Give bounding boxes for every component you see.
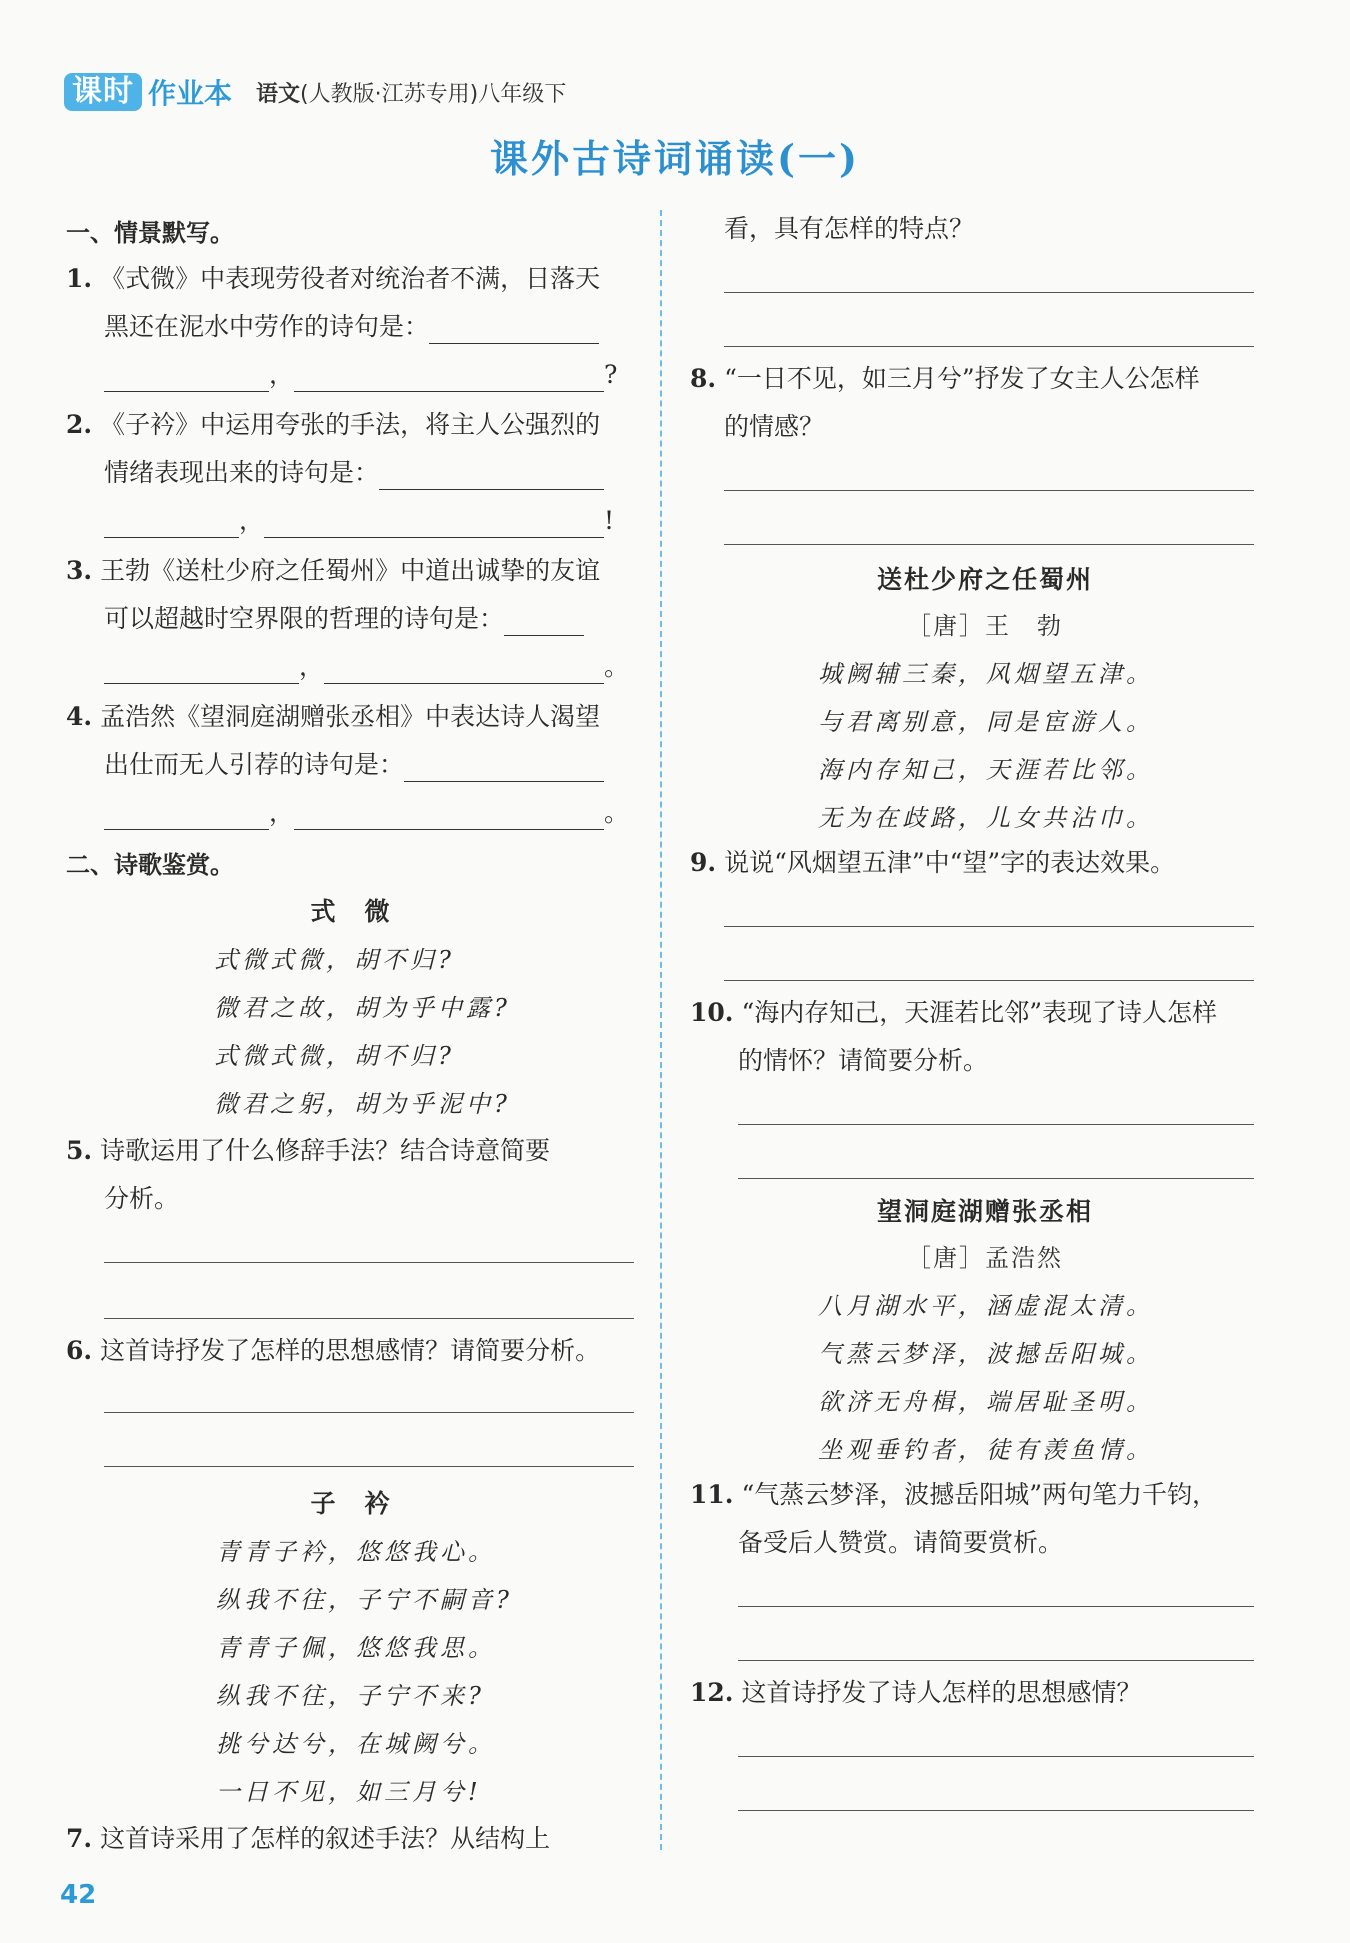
section-heading-1: 一、情景默写。 [66, 219, 234, 247]
question-number: 4. [66, 702, 93, 731]
question-9 [690, 846, 1175, 880]
question-text: 《子衿》中运用夸张的手法，将主人公强烈的 [100, 410, 601, 439]
question-number: 3. [66, 556, 93, 585]
answer-line[interactable] [738, 1606, 1254, 1607]
column-divider [660, 210, 662, 1850]
page-number: 42 [60, 1880, 97, 1910]
poem-line: 欲济无舟楫，端居耻圣明。 [818, 1388, 1154, 1416]
answer-blank[interactable] [504, 609, 584, 636]
poem-line: 八月湖水平，涵虚混太清。 [818, 1292, 1154, 1320]
answer-line[interactable] [724, 926, 1254, 927]
poem-line: 与君离别意，同是宦游人。 [818, 708, 1154, 736]
question-11-line2: 备受后人赞赏。请简要赏析。 [738, 1528, 1064, 1557]
brand-header [64, 72, 566, 112]
poem-line: 式微式微，胡不归? [214, 1042, 455, 1070]
brand-name: 作业本 [148, 77, 233, 110]
answer-line[interactable] [724, 490, 1254, 491]
answer-line[interactable] [104, 1466, 634, 1467]
question-2 [66, 408, 600, 442]
question-1 [66, 262, 600, 296]
question-5 [66, 1134, 550, 1168]
poem-line: 微君之躬，胡为乎泥中? [214, 1090, 511, 1118]
question-number: 6. [66, 1336, 93, 1365]
answer-blank[interactable] [324, 657, 604, 684]
question-text: 这首诗采用了怎样的叙述手法？从结构上 [100, 1824, 551, 1853]
poem-title: 送杜少府之任蜀州 [876, 565, 1093, 594]
poem-line: 式微式微，胡不归? [214, 946, 455, 974]
poem-author: ［唐］王 勃 [907, 612, 1063, 640]
poem-line: 气蒸云梦泽，波撼岳阳城。 [818, 1340, 1154, 1368]
poem-title: 式 微 [310, 897, 392, 926]
answer-line[interactable] [724, 292, 1254, 293]
poem-line: 坐观垂钓者，徒有羡鱼情。 [818, 1436, 1154, 1464]
answer-blank[interactable] [104, 511, 239, 538]
answer-line[interactable] [104, 1412, 634, 1413]
question-number: 7. [66, 1824, 93, 1853]
question-text: 说说“风烟望五津”中“望”字的表达效果。 [724, 848, 1176, 877]
question-12 [690, 1676, 1141, 1710]
answer-blank[interactable] [294, 803, 604, 830]
question-text: 王勃《送杜少府之任蜀州》中道出诚挚的友谊 [100, 556, 601, 585]
question-8-line2: 的情感？ [724, 412, 825, 441]
question-1-line2 [104, 310, 599, 344]
question-number: 5. [66, 1136, 93, 1165]
poem-line: 海内存知己，天涯若比邻。 [818, 756, 1154, 784]
poem-author: ［唐］孟浩然 [907, 1244, 1063, 1272]
separator: ， [299, 652, 325, 681]
question-7-line2: 看，具有怎样的特点？ [724, 214, 975, 243]
answer-blank[interactable] [429, 317, 599, 344]
separator: ， [239, 506, 265, 535]
answer-line[interactable] [724, 346, 1254, 347]
answer-blank[interactable] [264, 511, 604, 538]
brand-logo: 课时 [64, 73, 142, 111]
question-text: 黑还在泥水中劳作的诗句是： [104, 312, 430, 341]
question-text: 出仕而无人引荐的诗句是： [104, 750, 405, 779]
answer-blank[interactable] [104, 803, 269, 830]
answer-line[interactable] [738, 1810, 1254, 1811]
question-number: 8. [690, 364, 717, 393]
separator: ， [269, 798, 295, 827]
question-7 [66, 1822, 550, 1856]
question-text: 可以超越时空界限的哲理的诗句是： [104, 604, 505, 633]
answer-line[interactable] [724, 544, 1254, 545]
poem-line: 青青子佩，悠悠我思。 [216, 1634, 496, 1662]
question-text: 《式微》中表现劳役者对统治者不满，日落天 [100, 264, 601, 293]
subject-name: 语文 [256, 81, 301, 107]
question-text: 诗歌运用了什么修辞手法？结合诗意简要 [100, 1136, 551, 1165]
question-text: 这首诗抒发了怎样的思想感情？请简要分析。 [100, 1336, 601, 1365]
question-8 [690, 362, 1200, 396]
question-text: “一日不见，如三月兮”抒发了女主人公怎样 [724, 364, 1200, 393]
answer-line[interactable] [738, 1178, 1254, 1179]
question-3-answer [104, 650, 629, 684]
end-mark: ? [604, 360, 618, 389]
answer-line[interactable] [104, 1318, 634, 1319]
answer-line[interactable] [104, 1262, 634, 1263]
question-number: 10. [690, 998, 734, 1027]
question-text: 孟浩然《望洞庭湖赠张丞相》中表达诗人渴望 [100, 702, 601, 731]
question-6 [66, 1334, 600, 1368]
question-4-answer [104, 796, 629, 830]
question-number: 12. [690, 1678, 734, 1707]
page-title: 课外古诗词诵读(一) [490, 136, 860, 181]
poem-line: 挑兮达兮，在城阙兮。 [216, 1730, 496, 1758]
end-mark: 。 [604, 798, 630, 827]
poem-line: 无为在歧路，儿女共沾巾。 [818, 804, 1154, 832]
question-3-line2 [104, 602, 584, 636]
question-text: 这首诗抒发了诗人怎样的思想感情？ [741, 1678, 1142, 1707]
poem-line: 纵我不往，子宁不嗣音? [216, 1586, 513, 1614]
answer-line[interactable] [738, 1124, 1254, 1125]
answer-line[interactable] [738, 1660, 1254, 1661]
question-number: 1. [66, 264, 93, 293]
answer-blank[interactable] [294, 365, 604, 392]
question-1-answer [104, 358, 617, 392]
poem-title: 望洞庭湖赠张丞相 [876, 1197, 1093, 1226]
question-3 [66, 554, 600, 588]
question-2-answer [104, 504, 614, 538]
poem-line: 纵我不往，子宁不来? [216, 1682, 485, 1710]
question-11 [690, 1478, 1217, 1512]
question-2-line2 [104, 456, 604, 490]
question-4-line2 [104, 748, 604, 782]
answer-line[interactable] [724, 980, 1254, 981]
subject-label [256, 77, 566, 108]
separator: ， [269, 360, 295, 389]
poem-line: 一日不见，如三月兮! [216, 1778, 482, 1806]
end-mark: 。 [604, 652, 630, 681]
poem-line: 青青子衿，悠悠我心。 [216, 1538, 496, 1566]
poem-line: 城阙辅三秦，风烟望五津。 [818, 660, 1154, 688]
question-text: “海内存知己，天涯若比邻”表现了诗人怎样 [741, 998, 1218, 1027]
answer-blank[interactable] [379, 463, 604, 490]
poem-title: 子 衿 [310, 1489, 392, 1518]
question-number: 11. [690, 1480, 734, 1509]
section-heading-2: 二、诗歌鉴赏。 [66, 851, 234, 879]
edition-label: (人教版·江苏专用)八年级下 [300, 81, 567, 107]
end-mark: ! [604, 506, 615, 535]
question-10-line2: 的情怀？请简要分析。 [738, 1046, 989, 1075]
question-text: 情绪表现出来的诗句是： [104, 458, 380, 487]
answer-blank[interactable] [104, 657, 299, 684]
answer-line[interactable] [738, 1756, 1254, 1757]
question-text: “气蒸云梦泽，波撼岳阳城”两句笔力千钧， [741, 1480, 1218, 1509]
answer-blank[interactable] [404, 755, 604, 782]
question-10 [690, 996, 1217, 1030]
question-number: 9. [690, 848, 717, 877]
question-number: 2. [66, 410, 93, 439]
answer-blank[interactable] [104, 365, 269, 392]
question-5-line2: 分析。 [104, 1184, 180, 1213]
question-4 [66, 700, 600, 734]
poem-line: 微君之故，胡为乎中露? [214, 994, 511, 1022]
